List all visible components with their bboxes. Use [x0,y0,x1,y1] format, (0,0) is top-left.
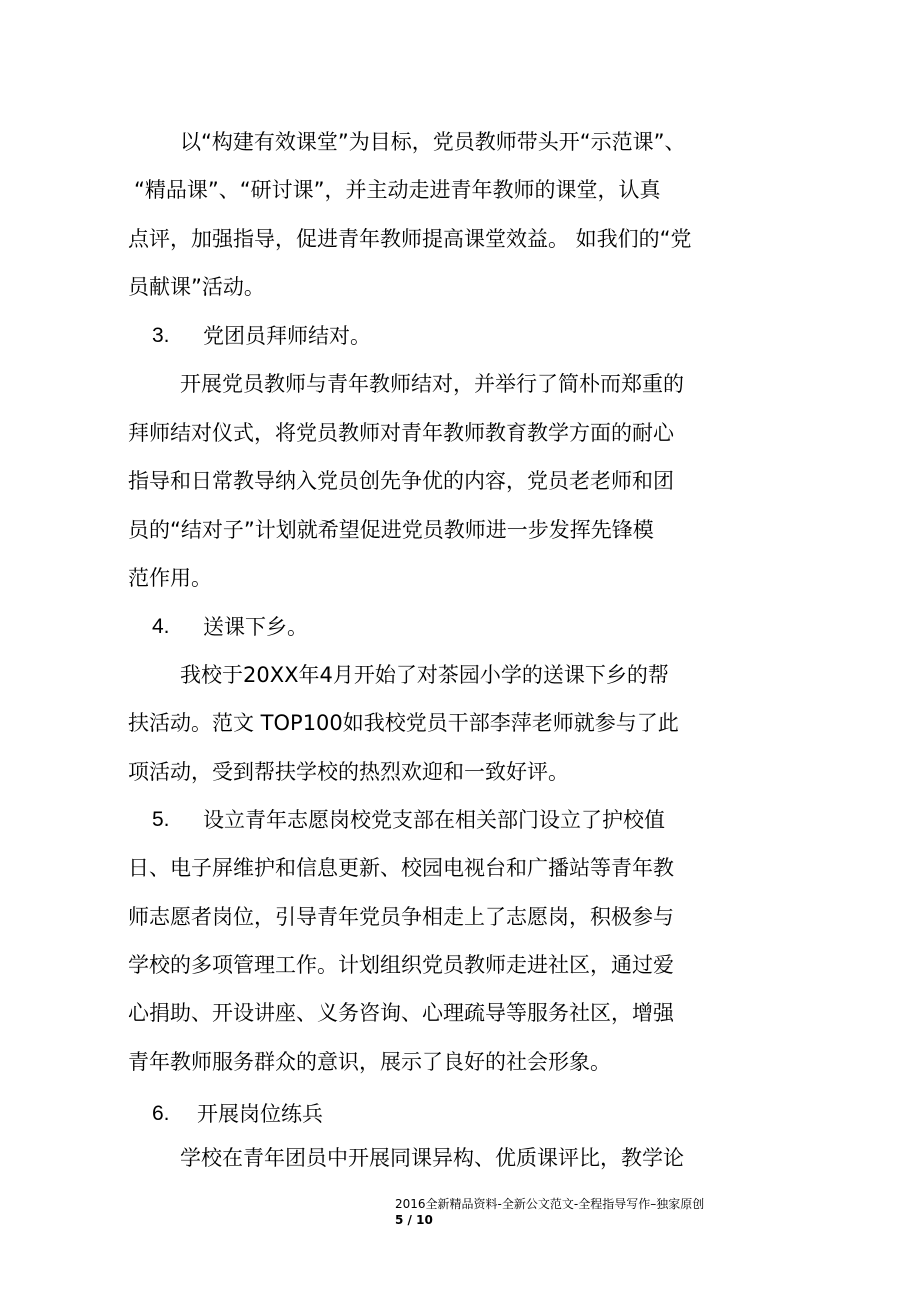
item-5-number: 5. [152,808,170,831]
item-6-number: 6. [152,1102,170,1125]
paragraph-4-line-1: 日、电子屏维护和信息更新、校园电视台和广播站等青年教 [128,856,674,880]
footer-source-text: 2016全新精品资料-全新公文范文-全程指导写作–独家原创 [395,1197,705,1211]
paragraph-5-line-1: 学校在青年团员中开展同课异构、优质课评比，教学论 [180,1146,684,1170]
paragraph-3-line-2: 扶活动。范文 TOP100如我校党员干部李萍老师就参与了此 [128,711,679,735]
paragraph-1-line-4: 员献课”活动。 [128,275,265,299]
paragraph-1-line-2: “精品课”、“研讨课”，并主动走进青年教师的课堂，认真 [134,178,661,202]
item-5-title: 设立青年志愿岗校党支部在相关部门设立了护校值 [203,808,665,832]
item-4-title: 送课下乡。 [203,615,308,639]
item-3-title: 党团员拜师结对。 [203,324,371,348]
paragraph-1-line-3: 点评，加强指导，促进青年教师提高课堂效益。 如我们的“党 [128,227,692,251]
paragraph-2-line-1: 开展党员教师与青年教师结对，并举行了简朴而郑重的 [180,372,684,396]
item-3-number: 3. [152,324,170,347]
paragraph-2-line-4: 员的“结对子”计划就希望促进党员教师进一步发挥先锋模 [128,518,654,542]
paragraph-4-line-3: 学校的多项管理工作。计划组织党员教师走进社区，通过爱 [128,953,674,977]
paragraph-4-line-2: 师志愿者岗位，引导青年党员争相走上了志愿岗，积极参与 [128,905,674,929]
footer-page-number: 5 / 10 [395,1213,433,1227]
paragraph-3-line-3: 项活动，受到帮扶学校的热烈欢迎和一致好评。 [128,760,569,784]
paragraph-4-line-5: 青年教师服务群众的意识，展示了良好的社会形象。 [128,1050,611,1074]
item-6-title: 开展岗位练兵 [197,1102,323,1126]
paragraph-4-line-4: 心捐助、开设讲座、义务咨询、心理疏导等服务社区，增强 [128,1001,674,1025]
item-4-number: 4. [152,615,170,638]
paragraph-1-line-1: 以“构建有效课堂”为目标，党员教师带头开“示范课”、 [180,130,686,154]
paragraph-2-line-3: 指导和日常教导纳入党员创先争优的内容，党员老老师和团 [128,469,674,493]
paragraph-2-line-5: 范作用。 [128,566,212,590]
paragraph-2-line-2: 拜师结对仪式，将党员教师对青年教师教育教学方面的耐心 [128,421,674,445]
paragraph-3-line-1: 我校于20XX年4月开始了对茶园小学的送课下乡的帮 [180,663,669,687]
